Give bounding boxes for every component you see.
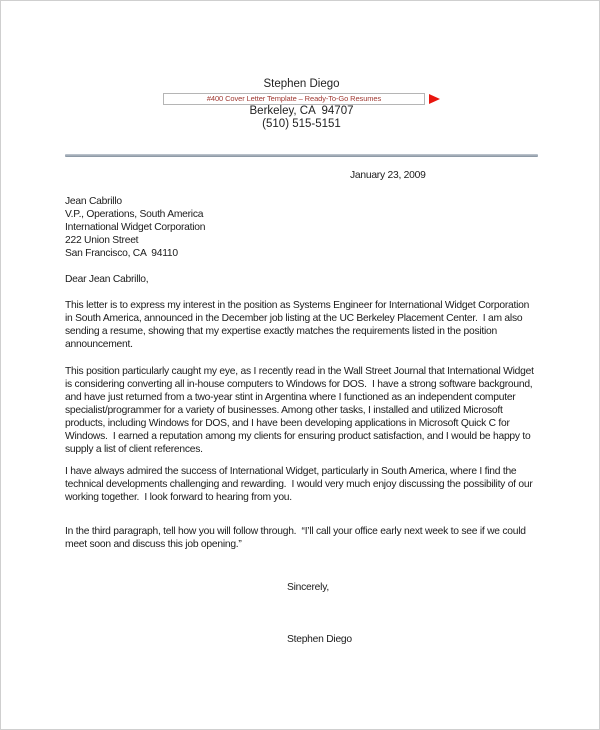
recipient-address-block [65,195,538,260]
address-line: San Francisco, CA 94110 [65,248,178,259]
sender-city-line: Berkeley, CA 94707 [249,105,354,117]
header-divider [65,154,538,157]
letter-content [65,0,538,646]
address-line: V.P., Operations, South America [65,209,204,220]
body-paragraph-2: This position particularly caught my eye, as I recently read in the Wall Street Journal that International Widget is considering converting all in-house computers to Windows for DOS. I have a strong software background, and have just returned from a two-year stint in Argentina where I functioned as an independent computer specialist/programmer for a variety of businesses. Among other tasks, I installed and utilized Microsoft products, including Windows for DOS, and I have been developing applications in Microsoft Quick C for Windows. I earned a reputation among my clients for ensuring product satisfaction, and I would be happy to supply a list of client references. [65,366,537,455]
closing-sign-off: Sincerely, [287,582,329,593]
address-line: International Widget Corporation [65,222,206,233]
signature-name: Stephen Diego [287,634,352,645]
letter-date: January 23, 2009 [350,170,426,181]
body-paragraph-4: In the third paragraph, tell how you will follow through. “I’ll call your office early next week to see if we could meet soon and discuss this job opening.” [65,526,529,550]
sender-name: Stephen Diego [263,78,340,90]
letter-header [65,0,538,131]
sender-phone: (510) 515-5151 [262,118,341,130]
address-line: 222 Union Street [65,235,139,246]
play-arrow-icon[interactable] [429,94,440,104]
template-banner-label: #400 Cover Letter Template – Ready-To-Go Resumes [206,93,382,103]
template-banner-link[interactable] [163,93,425,105]
template-banner-row [65,92,538,105]
salutation: Dear Jean Cabrillo, [65,274,149,285]
body-paragraph-1: This letter is to express my interest in the position as Systems Engineer for International Widget Corporation in South America, announced in the December job listing at the UC Berkeley Placement Center. I am also sending a resume, showing that my expertise exactly matches the requirements listed in the position announcement. [65,300,532,350]
body-paragraph-3: I have always admired the success of International Widget, particularly in South America, where I find the technical developments challenging and rewarding. I would very much enjoy discussing the possibility of our working together. I look forward to hearing from you. [65,466,536,503]
address-line: Jean Cabrillo [65,196,122,207]
